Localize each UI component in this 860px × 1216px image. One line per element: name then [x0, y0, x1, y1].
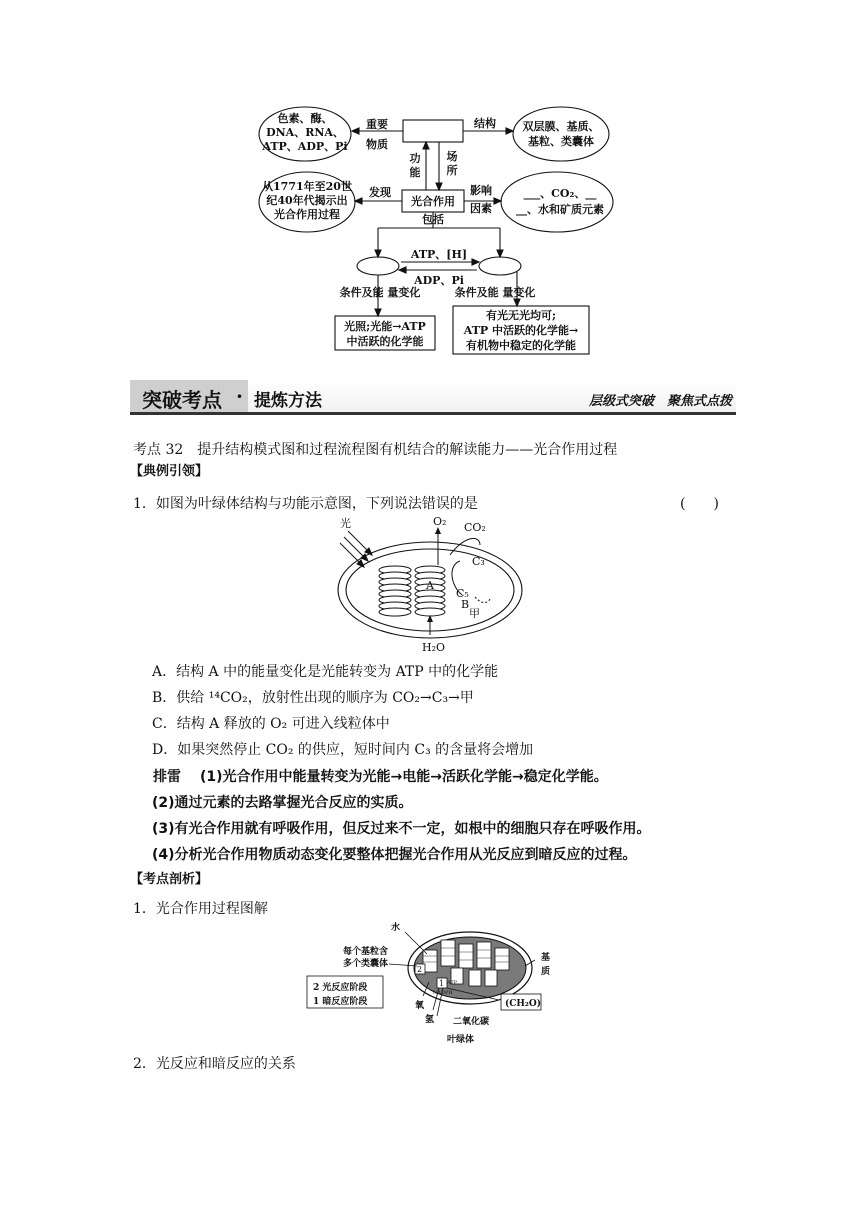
dark-result-1: 有光无光均可;: [485, 309, 557, 322]
light-reaction-ellipse: [357, 257, 399, 275]
item-2-heading: 2．光反应和暗反应的关系: [133, 1056, 296, 1072]
dark-result-2: ATP 中活跃的化学能→: [463, 324, 579, 337]
fig2-legend-light: 2 光反应阶段: [313, 983, 368, 993]
structure-ellipse: [513, 107, 609, 161]
label-include: 包括: [422, 213, 444, 226]
discovery-line-3: 光合作用过程: [274, 208, 340, 221]
structure-line-1: 双层膜、基质、: [522, 120, 600, 133]
banner-right: 层级式突破 聚焦式点拨: [588, 394, 732, 409]
section-analysis-heading: 【考点剖析】: [130, 872, 209, 887]
fig-o2: O₂: [433, 515, 447, 528]
factors-line-2: __、水和矿质元素: [516, 203, 604, 216]
topic-heading: 考点 32 提升结构模式图和过程流程图有机结合的解读能力——光合作用过程: [133, 442, 618, 458]
dark-result-3: 有机物中稳定的化学能: [466, 339, 576, 352]
pailei-item-4: (4)分析光合作用物质动态变化要整体把握光合作用从光反应到暗反应的过程。: [152, 847, 637, 863]
cond-right: 条件及能 量变化: [454, 286, 536, 299]
item-1-heading: 1．光合作用过程图解: [133, 901, 268, 917]
substances-line-3: ATP、ADP、Pi: [262, 140, 348, 153]
fig2-stroma-1: 基: [541, 953, 551, 963]
light-result-1: 光照;光能→ATP: [344, 320, 426, 333]
label-function-2: 能: [409, 166, 421, 179]
section-banner: [130, 380, 736, 416]
fig2-hydrogen: 氢: [425, 1015, 435, 1025]
label-place-1: 场: [446, 150, 458, 163]
pailei-item-1: (1)光合作用中能量转变为光能→电能→活跃化学能→稳定化学能。: [200, 769, 608, 785]
label-discover: 发现: [369, 186, 391, 199]
atp-h-label: ATP、[H]: [410, 248, 468, 261]
section-example-heading: 【典例引领】: [130, 464, 209, 479]
discovery-line-1: 从1771年至20世: [262, 180, 352, 193]
fig-jia: 甲: [469, 607, 480, 620]
fig2-legend-dark: 1 暗反应阶段: [313, 997, 368, 1007]
option-d: D．如果突然停止 CO₂ 的供应，短时间内 C₃ 的含量将会增加: [152, 742, 534, 758]
substances-line-1: 色素、酶、: [277, 112, 333, 125]
label-place-2: 所: [446, 164, 458, 177]
blank-box: [403, 120, 463, 142]
label-structure: 结构: [474, 117, 496, 130]
option-c: C．结构 A 释放的 O₂ 可进入线粒体中: [152, 716, 390, 732]
option-a: A．结构 A 中的能量变化是光能转变为 ATP 中的化学能: [152, 664, 499, 680]
dark-reaction-ellipse: [479, 257, 521, 275]
label-important-1: 重要: [366, 118, 388, 131]
process-figure: [305, 920, 575, 1048]
fig-light: 光: [340, 517, 351, 530]
granum-left: [379, 566, 411, 616]
label-influence-2: 因素: [470, 202, 492, 215]
pailei-item-3: (3)有光合作用就有呼吸作用，但反过来不一定，如根中的细胞只存在呼吸作用。: [152, 821, 651, 837]
fig2-granum-2: 多个类囊体: [343, 959, 389, 969]
pailei-label: 排雷: [153, 769, 181, 785]
fig2-box-2: 2: [417, 965, 423, 974]
question-1-stem: 1．如图为叶绿体结构与功能示意图，下列说法错误的是: [133, 496, 478, 512]
light-result-2: 中活跃的化学能: [346, 335, 424, 348]
fig2-box-1: 1: [439, 979, 445, 988]
fig-c5: C₅: [456, 587, 469, 600]
fig-b: B: [461, 598, 470, 611]
pailei-item-2: (2)通过元素的去路掌握光合反应的实质。: [152, 795, 413, 811]
center-label: 光合作用: [411, 195, 455, 208]
banner-dot: ·: [236, 384, 243, 408]
fig2-nadph: NADPH: [433, 990, 453, 996]
fig2-water: 水: [391, 923, 401, 933]
fig2-oxygen: 氧: [415, 1001, 425, 1011]
label-influence-1: 影响: [470, 184, 492, 197]
concept-map: [255, 100, 625, 356]
adp-pi-label: ADP、Pi: [414, 274, 464, 287]
fig2-co2: 二氧化碳: [453, 1017, 490, 1027]
fig-c3: C₃: [472, 555, 485, 568]
banner-subtitle: 提炼方法: [254, 391, 322, 411]
fig-a: A: [426, 579, 434, 592]
question-1-paren: ( ): [680, 496, 719, 512]
factors-ellipse: [501, 172, 613, 232]
fig2-atp: ATP: [447, 980, 458, 986]
discovery-line-2: 纪40年代揭示出: [266, 194, 348, 207]
fig2-caption: 叶绿体: [447, 1035, 475, 1045]
substances-line-2: DNA、RNA、: [266, 126, 344, 139]
banner-title: 突破考点: [142, 388, 222, 412]
fig2-stroma-2: 质: [541, 967, 551, 977]
fig-co2: CO₂: [464, 521, 486, 534]
label-function-1: 功: [409, 152, 421, 165]
structure-line-2: 基粒、类囊体: [528, 135, 594, 148]
chloroplast-figure: [330, 515, 530, 655]
option-b: B．供给 ¹⁴CO₂，放射性出现的顺序为 CO₂→C₃→甲: [152, 690, 474, 706]
label-important-2: 物质: [366, 138, 388, 151]
fig-h2o: H₂O: [422, 641, 446, 654]
fig2-ch2o: (CH₂O): [505, 999, 541, 1009]
cond-left: 条件及能 量变化: [339, 286, 421, 299]
factors-line-1: ___、CO₂、__: [523, 187, 597, 200]
fig2-granum-1: 每个基粒含: [343, 947, 389, 957]
